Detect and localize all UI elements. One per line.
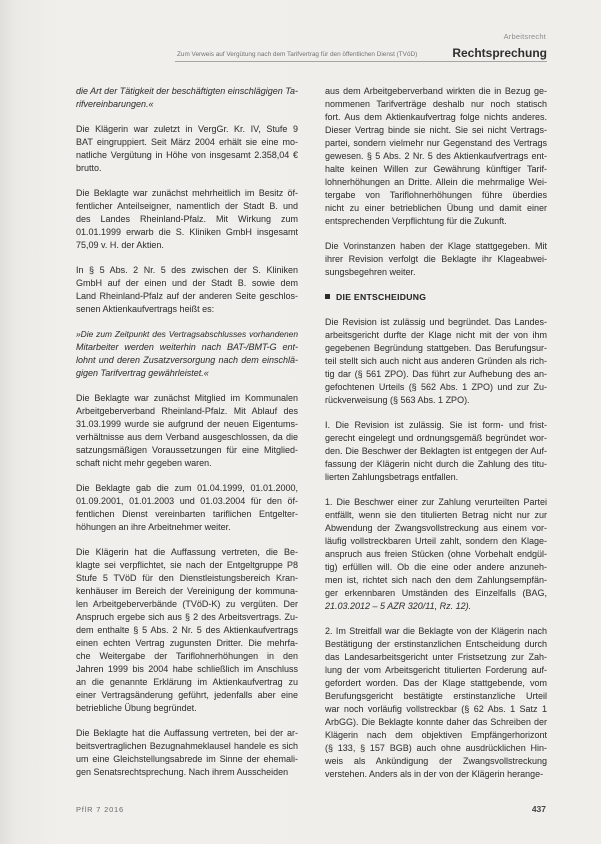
text-line: 01.01.1999 erwarb die S. Kliniken GmbH insgesamt (76, 227, 298, 237)
text-line: ArbGG). Die Beklagte konnte daher das Schreiben der (325, 717, 547, 727)
text-line: Die Beklagte hat die Auffassung vertreten, bei der ar- (76, 728, 298, 738)
text-line: beitsvertraglichen Bezugnahmeklausel handele es sich (76, 741, 298, 751)
left-column (76, 85, 298, 779)
header-rule (175, 61, 547, 62)
text-line: 21.03.2012 – 5 AZR 320/11, Rz. 12). (325, 601, 472, 611)
text-line: fentlichen Dienst vereinbarten tariflichen Entgelter- (76, 509, 298, 519)
paragraph (76, 482, 298, 534)
text-line: gigen Tarifvertrag gewährleistet.« (76, 368, 209, 378)
text-line: das Landesarbeitsgericht unter Fristsetzung zur Zah- (325, 652, 547, 662)
text-line: höhungen an ihre Arbeitnehmer weiter. (76, 522, 231, 532)
text-line: ger erkennbaren Umständen des Einzelfalls (BAG, (325, 588, 547, 598)
footer-journal: PflR 7 2016 (76, 805, 124, 814)
text-line: Die Klägerin hat die Auffassung vertreten, die Be- (76, 547, 298, 557)
text-line: gefochtenen Urteils (§ 562 Abs. 1 ZPO) und zur Zu- (325, 382, 547, 392)
text-line: entfällt, wenn sie den titulierten Betrag nicht nur zur (325, 510, 547, 520)
paragraph (76, 187, 298, 252)
text-line: fentlicher Anteilseigner, namentlich der Stadt B. und (76, 201, 298, 211)
paragraph (325, 419, 547, 484)
text-line: den. Die Beschwer der Beklagten ist entgegen der Auf- (325, 446, 547, 456)
text-line: 01.09.2001, 01.01.2003 und 01.03.2004 für den öf- (76, 496, 298, 506)
text-line: Arbeitgeberverband Rheinland-Pfalz. Mit Ablauf des (76, 406, 298, 416)
section-heading-text: DIE ENTSCHEIDUNG (336, 292, 427, 302)
page-number: 437 (531, 804, 546, 814)
text-line: rifvereinbarungen.« (76, 99, 154, 109)
paragraph (325, 496, 547, 613)
text-line: klagte sei verpflichtet, sie nach der Entgeltgruppe P8 (76, 560, 298, 570)
text-line: die Art der Tätigkeit der beschäftigten einschlägigen Ta- (76, 86, 298, 96)
text-line: des Landes Rheinland-Pfalz. Mit Wirkung zum (76, 214, 298, 224)
text-line: Dieser Vertrag binde sie nicht. Sie sei nicht Vertrags- (325, 125, 547, 135)
text-line: che Weitergabe der Tariflohnerhöhungen in den (76, 651, 298, 661)
text-line: Bestätigung der erstinstanzlichen Entscheidung durch (325, 639, 547, 649)
text-line: Anspruch ergebe sich aus § 2 des Arbeitsvertrags. Zu- (76, 612, 298, 622)
paragraph (76, 123, 298, 175)
text-line: tig) erfüllen will. Ob die eine oder andere anzuneh- (325, 562, 547, 572)
text-line: Die Beklagte gab die zum 01.04.1999, 01.01.2000, (76, 483, 298, 493)
running-title: Zum Verweis auf Vergütung nach dem Tarifvertrag für den öffentlichen Dienst (TVöD) (177, 51, 418, 58)
text-line: läufig vollstreckbaren Urteil zahlt, sondern den Klage- (325, 536, 547, 546)
section-heading (325, 291, 547, 304)
text-line: halte keinen Willen zur Gewährung künftiger Tarif- (325, 164, 547, 174)
text-line: nicht zu einer betrieblichen Übung und damit einer (325, 203, 547, 213)
paragraph (76, 264, 298, 316)
right-column (325, 85, 547, 781)
paragraph (325, 625, 547, 781)
paragraph (76, 546, 298, 715)
text-line: Die Revision ist zulässig und begründet. Das Landes- (325, 317, 547, 327)
text-line: fort. Aus dem Aktienkaufvertrag folge nichts anderes. (325, 112, 547, 122)
text-line: war noch vorläufig vollstreckbar (§ 62 Abs. 1 Satz 1 (325, 704, 547, 714)
text-line: weis als Ankündigung der Zwangsvollstreckung (325, 756, 547, 766)
text-line: gen Senatsrechtsprechung. Nach ihrem Ausscheiden (76, 767, 289, 777)
text-line: gefordert worden. Das der Klage stattgebende, vom (325, 678, 547, 688)
text-line: 31.03.1999 wurde sie aufgrund der neuen Eigentums- (76, 419, 298, 429)
text-line: Abwendung der Zwangsvollstreckung aus einem vor- (325, 523, 547, 533)
text-line: »Die zum Zeitpunkt des Vertragsabschlusses vorhandenen (76, 329, 298, 339)
text-line: gewesen. § 5 Abs. 2 Nr. 5 des Aktienkaufvertrags ent- (325, 151, 547, 161)
text-line: schaft nicht mehr gegeben waren. (76, 458, 212, 468)
text-line: rückverweisung (§ 563 Abs. 1 ZPO). (325, 395, 470, 405)
text-line: betriebliche Übung begründet. (76, 703, 197, 713)
text-line: BAT eingruppiert. Seit März 2004 erhält sie eine mo- (76, 137, 298, 147)
text-line: verhältnisse aus dem Verband ausgeschlossen, da die (76, 432, 298, 442)
text-line: len Arbeitgeberverbände (TVöD-K) zu vergüten. Der (76, 599, 298, 609)
text-line: satzungsmäßigen Voraussetzungen für eine Mitglied- (76, 445, 298, 455)
text-line: partei, sondern vielmehr nur Gegenstand des Vertrags (325, 138, 547, 148)
text-line: Berufungsgericht bestätigte erstinstanzliche Urteil (325, 691, 547, 701)
text-line: (§ 133, § 157 BGB) auch ohne ausdrücklichen Hin- (325, 743, 547, 753)
text-line: lierten Zahlungsbetrags entfallen. (325, 472, 459, 482)
text-line: anspruch aus freien Stücken (ohne Vorbehalt endgül- (325, 549, 547, 559)
text-line: men ist, richtet sich nach den dem Zahlungsempfän- (325, 575, 547, 585)
text-line: aus dem Arbeitgeberverband wirkten die in Bezug ge- (325, 86, 547, 96)
text-line: arbeitsgericht durfte der Klage nicht mit der von ihm (325, 330, 547, 340)
text-line: 1. Die Beschwer einer zur Zahlung verurteilten Partei (325, 497, 547, 507)
text-line: Die Beklagte war zunächst Mitglied im Kommunalen (76, 393, 298, 403)
text-line: Die Beklagte war zunächst mehrheitlich im Besitz öf- (76, 188, 298, 198)
square-bullet-icon (325, 294, 330, 299)
quoted-paragraph (76, 328, 298, 380)
text-line: Jahren 1999 bis 2004 habe schließlich im Anschluss (76, 664, 298, 674)
text-line: sungsbegehren weiter. (325, 267, 416, 277)
paragraph (76, 392, 298, 470)
text-line: gerecht eingelegt und ordnungsgemäß begründet wor- (325, 433, 547, 443)
text-line: lung der vom Arbeitsgericht titulierten Forderung auf- (325, 665, 547, 675)
text-line: Stufe 5 TVöD für den Dienstleistungsbereich Kran- (76, 573, 298, 583)
text-line: Land Rheinland-Pfalz auf der anderen Seite geschlos- (76, 291, 298, 301)
paragraph (76, 727, 298, 779)
text-line: einen echten Vertrag zugunsten Dritter. Die mehrfa- (76, 638, 298, 648)
text-line: teil stellt sich auch nicht aus anderen Gründen als rich- (325, 356, 547, 366)
paragraph (325, 316, 547, 407)
text-line: fassung der Klägerin nicht durch die Zahlung des titu- (325, 459, 547, 469)
paragraph (325, 240, 547, 279)
text-line: an die genannte Erklärung im Aktienkaufvertrag zu (76, 677, 298, 687)
text-line: 75,09 v. H. der Aktien. (76, 240, 164, 250)
paragraph (325, 85, 547, 228)
text-line: nommenen Tarifverträge deshalb nur noch statisch (325, 99, 547, 109)
text-line: In § 5 Abs. 2 Nr. 5 des zwischen der S. Kliniken (76, 265, 298, 275)
text-line: senen Aktienkaufvertrags heißt es: (76, 304, 215, 314)
text-line: Mitarbeiter werden weiterhin nach BAT-/BMT-G ent- (76, 342, 298, 352)
text-line: 2. Im Streitfall war die Beklagte von der Klägerin nach (325, 626, 547, 636)
text-line: lohnt und deren Zusatzversorgung nach dem einschlä- (76, 355, 298, 365)
text-line: gegebenen Begründung stattgeben. Das Berufungsur- (325, 343, 547, 353)
text-line: dem enthalte § 5 Abs. 2 Nr. 5 des Aktienkaufvertrags (76, 625, 298, 635)
category-label: Rechtsprechung (452, 46, 547, 60)
text-line: um eine Gleichstellungsabrede im Sinne der ehemali- (76, 754, 298, 764)
text-line: tig dar (§ 561 ZPO). Das führt zur Aufhebung des an- (325, 369, 547, 379)
text-line: ihrer Revision verfolgt die Beklagte ihr Klageabwei- (325, 254, 547, 264)
section-label: Arbeitsrecht (503, 32, 546, 41)
text-line: verstehen. Anders als in der von der Klägerin herange- (325, 769, 544, 779)
text-line: Die Vorinstanzen haben der Klage stattgegeben. Mit (325, 241, 547, 251)
text-line: GmbH auf der einen und der Stadt B. sowie dem (76, 278, 298, 288)
text-line: I. Die Revision ist zulässig. Sie ist form- und frist- (325, 420, 547, 430)
text-line: Klägerin nach dem objektiven Empfängerhorizont (325, 730, 547, 740)
text-line: tergabe von Tariflohnerhöhungen führe überdies (325, 190, 547, 200)
text-line: natliche Vergütung in Höhe von insgesamt 2.358,04 € (76, 150, 298, 160)
text-line: kenhäuser im Bereich der Vereinigung der kommuna- (76, 586, 298, 596)
quoted-paragraph (76, 85, 298, 111)
text-line: brutto. (76, 163, 102, 173)
text-line: Die Klägerin war zuletzt in VergGr. Kr. IV, Stufe 9 (76, 124, 298, 134)
text-line: entsprechenden Verpflichtung für die Zukunft. (325, 216, 507, 226)
text-line: lohnerhöhungen an Dritte. Allein die mehrmalige Wei- (325, 177, 547, 187)
text-line: einer Vertragsänderung geführt, jedenfalls aber eine (76, 690, 298, 700)
